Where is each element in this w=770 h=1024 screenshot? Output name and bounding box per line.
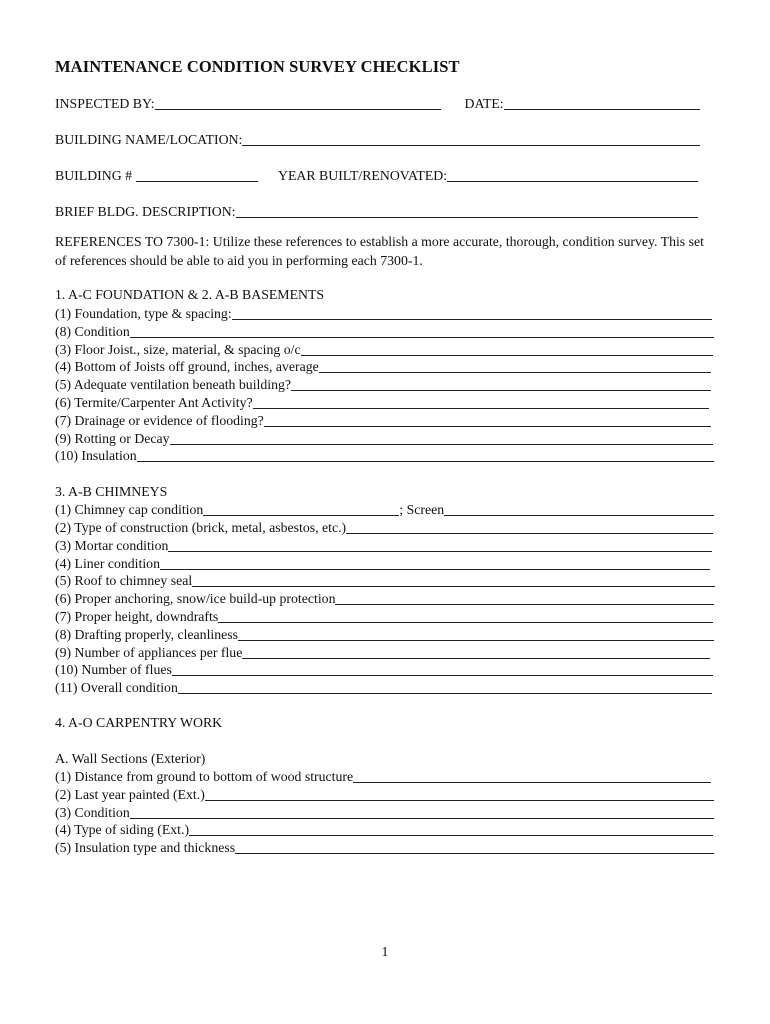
item-answer-field[interactable] xyxy=(172,661,713,676)
list-item xyxy=(55,643,710,662)
building-number-label: BUILDING # xyxy=(55,168,133,183)
list-item xyxy=(55,429,713,448)
item-label: (6) Proper anchoring, snow/ice build-up protection xyxy=(55,591,336,607)
list-item xyxy=(55,536,712,555)
list-item xyxy=(55,571,715,590)
item-label: (6) Termite/Carpenter Ant Activity? xyxy=(55,395,253,410)
list-item xyxy=(55,518,713,537)
list-item xyxy=(55,357,711,376)
page-number: 1 xyxy=(381,944,389,959)
item-label: (11) Overall condition xyxy=(55,680,178,696)
item-answer-field[interactable] xyxy=(130,323,714,338)
section-chimneys-heading: 3. A-B CHIMNEYS xyxy=(55,484,168,499)
item-answer-field[interactable] xyxy=(319,358,711,373)
year-built-label: YEAR BUILT/RENOVATED: xyxy=(278,168,448,183)
chimney-cap-label: (1) Chimney cap condition xyxy=(55,502,204,517)
building-name-field[interactable] xyxy=(242,131,700,146)
screen-label: ; Screen xyxy=(399,502,445,517)
section-foundation-heading: 1. A-C FOUNDATION & 2. A-B BASEMENTS xyxy=(55,287,325,302)
item-label: (10) Insulation xyxy=(55,448,137,464)
item-label: (7) Proper height, downdrafts xyxy=(55,609,219,624)
item-label: (9) Rotting or Decay xyxy=(55,430,170,446)
list-item xyxy=(55,393,709,412)
item-answer-field[interactable] xyxy=(205,786,714,801)
item-label: (7) Drainage or evidence of flooding? xyxy=(55,412,264,428)
item-answer-field[interactable] xyxy=(168,537,712,552)
year-built-field[interactable] xyxy=(447,167,698,182)
item-label: (10) Number of flues xyxy=(55,662,172,678)
item-answer-field[interactable] xyxy=(335,590,714,605)
description-label: BRIEF BLDG. DESCRIPTION: xyxy=(55,204,236,219)
list-item xyxy=(55,554,710,573)
description-field[interactable] xyxy=(236,203,698,218)
item-answer-field[interactable] xyxy=(291,376,711,391)
list-item xyxy=(55,785,714,804)
list-item xyxy=(55,340,713,359)
item-answer-field[interactable] xyxy=(301,341,713,356)
list-item xyxy=(55,625,714,644)
item-label: (9) Number of appliances per flue xyxy=(55,644,243,660)
list-item xyxy=(55,375,711,394)
list-item xyxy=(55,411,711,430)
list-item xyxy=(55,500,714,519)
item-label: (4) Liner condition xyxy=(55,555,160,571)
chimney-cap-field[interactable] xyxy=(203,501,399,516)
item-answer-field[interactable] xyxy=(253,394,709,409)
item-answer-field[interactable] xyxy=(238,626,714,641)
item-label: (2) Type of construction (brick, metal, asbestos, etc.) xyxy=(55,520,347,535)
item-label: (5) Insulation type and thickness xyxy=(55,840,236,856)
item-answer-field[interactable] xyxy=(242,644,710,659)
list-item xyxy=(55,304,712,323)
item-answer-field[interactable] xyxy=(264,412,711,427)
date-label: DATE: xyxy=(464,96,504,111)
list-item xyxy=(55,589,714,608)
item-answer-field[interactable] xyxy=(353,768,711,783)
item-answer-field[interactable] xyxy=(178,679,712,694)
list-item xyxy=(55,607,713,626)
inspected-by-label: INSPECTED BY: xyxy=(55,96,155,111)
item-answer-field[interactable] xyxy=(170,430,713,445)
description-row xyxy=(55,202,698,221)
list-item xyxy=(55,838,714,857)
list-item xyxy=(55,803,714,822)
list-item xyxy=(55,446,714,465)
item-label: (5) Roof to chimney seal xyxy=(55,573,193,589)
item-label: (4) Type of siding (Ext.) xyxy=(55,822,190,838)
building-name-row xyxy=(55,130,700,149)
list-item xyxy=(55,660,713,679)
item-label: (2) Last year painted (Ext.) xyxy=(55,786,205,802)
item-answer-field[interactable] xyxy=(192,572,715,587)
item-label: (8) Drafting properly, cleanliness xyxy=(55,626,238,642)
item-label: (1) Foundation, type & spacing: xyxy=(55,306,232,321)
item-label: (3) Condition xyxy=(55,804,130,820)
list-item xyxy=(55,767,711,786)
item-answer-field[interactable] xyxy=(137,447,714,462)
item-answer-field[interactable] xyxy=(235,839,714,854)
wall-sections-heading: A. Wall Sections (Exterior) xyxy=(55,751,206,766)
item-label: (3) Mortar condition xyxy=(55,537,169,553)
item-label: (3) Floor Joist., size, material, & spacing o/c xyxy=(55,341,301,357)
item-label: (8) Condition xyxy=(55,323,130,339)
date-field[interactable] xyxy=(504,95,700,110)
inspected-by-field[interactable] xyxy=(155,95,441,110)
item-answer-field[interactable] xyxy=(218,608,713,623)
item-label: (4) Bottom of Joists off ground, inches, average xyxy=(55,359,319,375)
building-number-field[interactable] xyxy=(136,167,258,182)
references-paragraph: REFERENCES TO 7300-1: Utilize these references to establish a more accurate, thorough, condition survey. This set of references should be able to aid you in performing each 7300-1. xyxy=(55,234,704,268)
list-item xyxy=(55,678,712,697)
list-item xyxy=(55,820,713,839)
item-answer-field[interactable] xyxy=(346,519,713,534)
building-number-row xyxy=(55,166,698,185)
page-title: MAINTENANCE CONDITION SURVEY CHECKLIST xyxy=(55,57,460,76)
building-name-label: BUILDING NAME/LOCATION: xyxy=(55,132,243,147)
screen-field[interactable] xyxy=(444,501,714,516)
item-answer-field[interactable] xyxy=(232,305,712,320)
item-answer-field[interactable] xyxy=(189,821,713,836)
section-carpentry-heading: 4. A-O CARPENTRY WORK xyxy=(55,715,223,730)
item-label: (1) Distance from ground to bottom of wood structure xyxy=(55,769,354,784)
item-answer-field[interactable] xyxy=(160,555,710,570)
item-label: (5) Adequate ventilation beneath building? xyxy=(55,377,292,393)
list-item xyxy=(55,322,714,341)
item-answer-field[interactable] xyxy=(130,804,714,819)
inspected-by-row xyxy=(55,94,700,113)
